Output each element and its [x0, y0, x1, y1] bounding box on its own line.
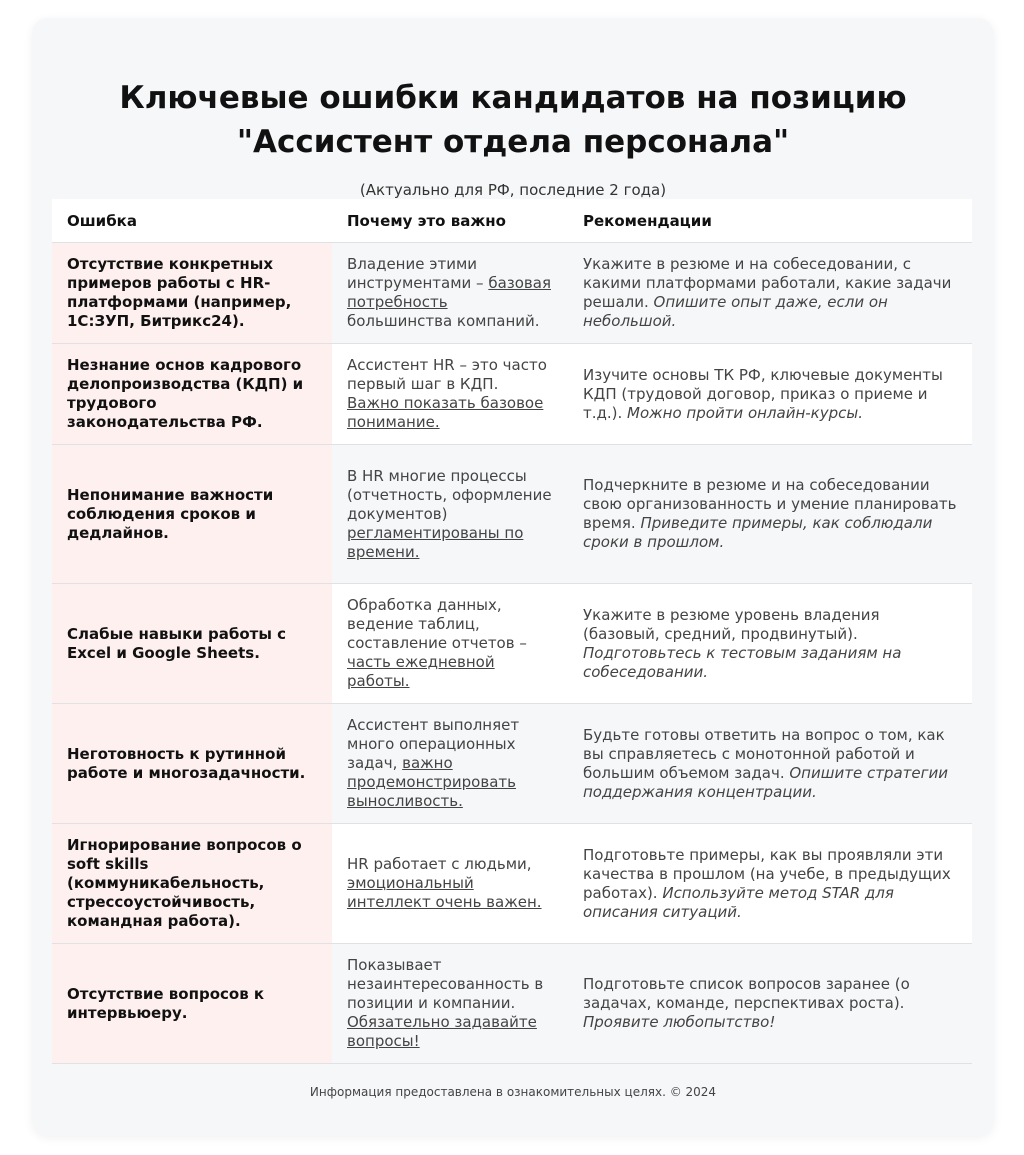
table-header-row — [52, 199, 972, 243]
recommendation-text: Подготовьте список вопросов заранее (о задачах, команде, перспективах роста). — [583, 975, 910, 1012]
recommendation-text: Укажите в резюме и на собеседовании, с какими платформами работали, какие задачи решали. — [583, 255, 952, 311]
why-text: Обработка данных, ведение таблиц, составление отчетов – — [347, 596, 527, 652]
footer-note: Информация предоставлена в ознакомительных целях. © 2024 — [309, 1085, 717, 1099]
error-cell: Игнорирование вопросов о soft skills (коммуникабельность, стрессоустойчивость, командная работа). — [52, 824, 332, 944]
table-row — [52, 243, 972, 344]
header-error: Ошибка — [52, 199, 332, 243]
why-text: Ассистент выполняет много операционных задач, — [347, 716, 520, 772]
recommendation-tip: Подготовьтесь к тестовым заданиям на собеседовании. — [583, 643, 902, 681]
recommendation-tip: Проявите любопытство! — [583, 1013, 776, 1031]
error-cell: Незнание основ кадрового делопроизводства (КДП) и трудового законодательства РФ. — [52, 344, 332, 445]
recommendation-cell — [568, 243, 972, 344]
page-title — [32, 76, 994, 164]
table-row — [52, 824, 972, 944]
recommendation-tip: Приведите примеры, как соблюдали сроки в прошлом. — [583, 514, 933, 551]
table-row — [52, 944, 972, 1064]
error-cell: Слабые навыки работы с Excel и Google Sheets. — [52, 584, 332, 704]
error-cell: Неготовность к рутинной работе и многозадачности. — [52, 704, 332, 824]
why-cell — [332, 243, 568, 344]
why-cell — [332, 344, 568, 445]
why-cell — [332, 824, 568, 944]
error-cell: Отсутствие вопросов к интервьюеру. — [52, 944, 332, 1064]
why-emphasis: базовая потребность — [347, 274, 551, 311]
why-emphasis: эмоциональный интеллект очень важен. — [347, 874, 542, 911]
header-recommendations: Рекомендации — [568, 199, 972, 243]
table-row — [52, 344, 972, 445]
recommendation-tip: Опишите опыт даже, если он небольшой. — [583, 293, 888, 330]
why-emphasis: часть ежедневной работы. — [347, 653, 495, 690]
error-cell: Непонимание важности соблюдения сроков и дедлайнов. — [52, 445, 332, 584]
why-cell — [332, 584, 568, 704]
recommendation-cell — [568, 344, 972, 445]
error-cell: Отсутствие конкретных примеров работы с HR-платформами (например, 1С:ЗУП, Битрикс24). — [52, 243, 332, 344]
recommendation-text: Подготовьте примеры, как вы проявляли эти качества в прошлом (на учебе, в предыдущих работах). — [583, 845, 951, 902]
content-card — [32, 18, 994, 1136]
why-tail: большинства компаний. — [347, 312, 540, 330]
recommendation-cell — [568, 944, 972, 1064]
recommendation-cell — [568, 824, 972, 944]
why-emphasis: важно продемонстрировать выносливость. — [347, 754, 516, 810]
why-cell — [332, 944, 568, 1064]
title-line-2: "Ассистент отдела персонала" — [236, 124, 790, 160]
why-emphasis: Обязательно задавайте вопросы! — [347, 1013, 537, 1050]
recommendation-cell — [568, 584, 972, 704]
why-cell — [332, 445, 568, 584]
recommendation-cell — [568, 445, 972, 584]
why-cell — [332, 704, 568, 824]
recommendation-tip: Используйте метод STAR для описания ситуаций. — [583, 883, 894, 921]
table-row — [52, 445, 972, 584]
recommendation-text: Изучите основы ТК РФ, ключевые документы КДП (трудовой договор, приказ о приеме и т.д.). — [583, 365, 943, 422]
why-emphasis: регламентированы по времени. — [347, 523, 524, 561]
errors-table — [52, 199, 972, 1064]
page-subtitle: (Актуально для РФ, последние 2 года) — [359, 181, 667, 199]
why-text: Ассистент HR – это часто первый шаг в КДП. — [347, 356, 547, 393]
recommendation-tip: Опишите стратегии поддержания концентрации. — [583, 763, 948, 801]
header-why: Почему это важно — [332, 199, 568, 243]
recommendation-tip: Можно пройти онлайн-курсы. — [627, 403, 863, 422]
title-line-1: Ключевые ошибки кандидатов на позицию — [119, 80, 907, 116]
recommendation-cell — [568, 704, 972, 824]
why-text: Владение этими инструментами – — [347, 255, 489, 292]
why-text: Показывает незаинтересованность в позиции и компании. — [347, 956, 544, 1012]
recommendation-text: Укажите в резюме уровень владения (базовый, средний, продвинутый). — [583, 605, 880, 643]
why-text: В HR многие процессы (отчетность, оформление документов) — [347, 466, 552, 523]
table-row — [52, 704, 972, 824]
why-text: HR работает с людьми, — [347, 855, 532, 873]
recommendation-text: Подчеркните в резюме и на собеседовании свою организованность и умение планировать время. — [583, 476, 957, 532]
recommendation-text: Будьте готовы ответить на вопрос о том, как вы справляетесь с монотонной работой и большим объемом задач. — [583, 725, 945, 782]
why-emphasis: Важно показать базовое понимание. — [347, 394, 544, 431]
table-row — [52, 584, 972, 704]
